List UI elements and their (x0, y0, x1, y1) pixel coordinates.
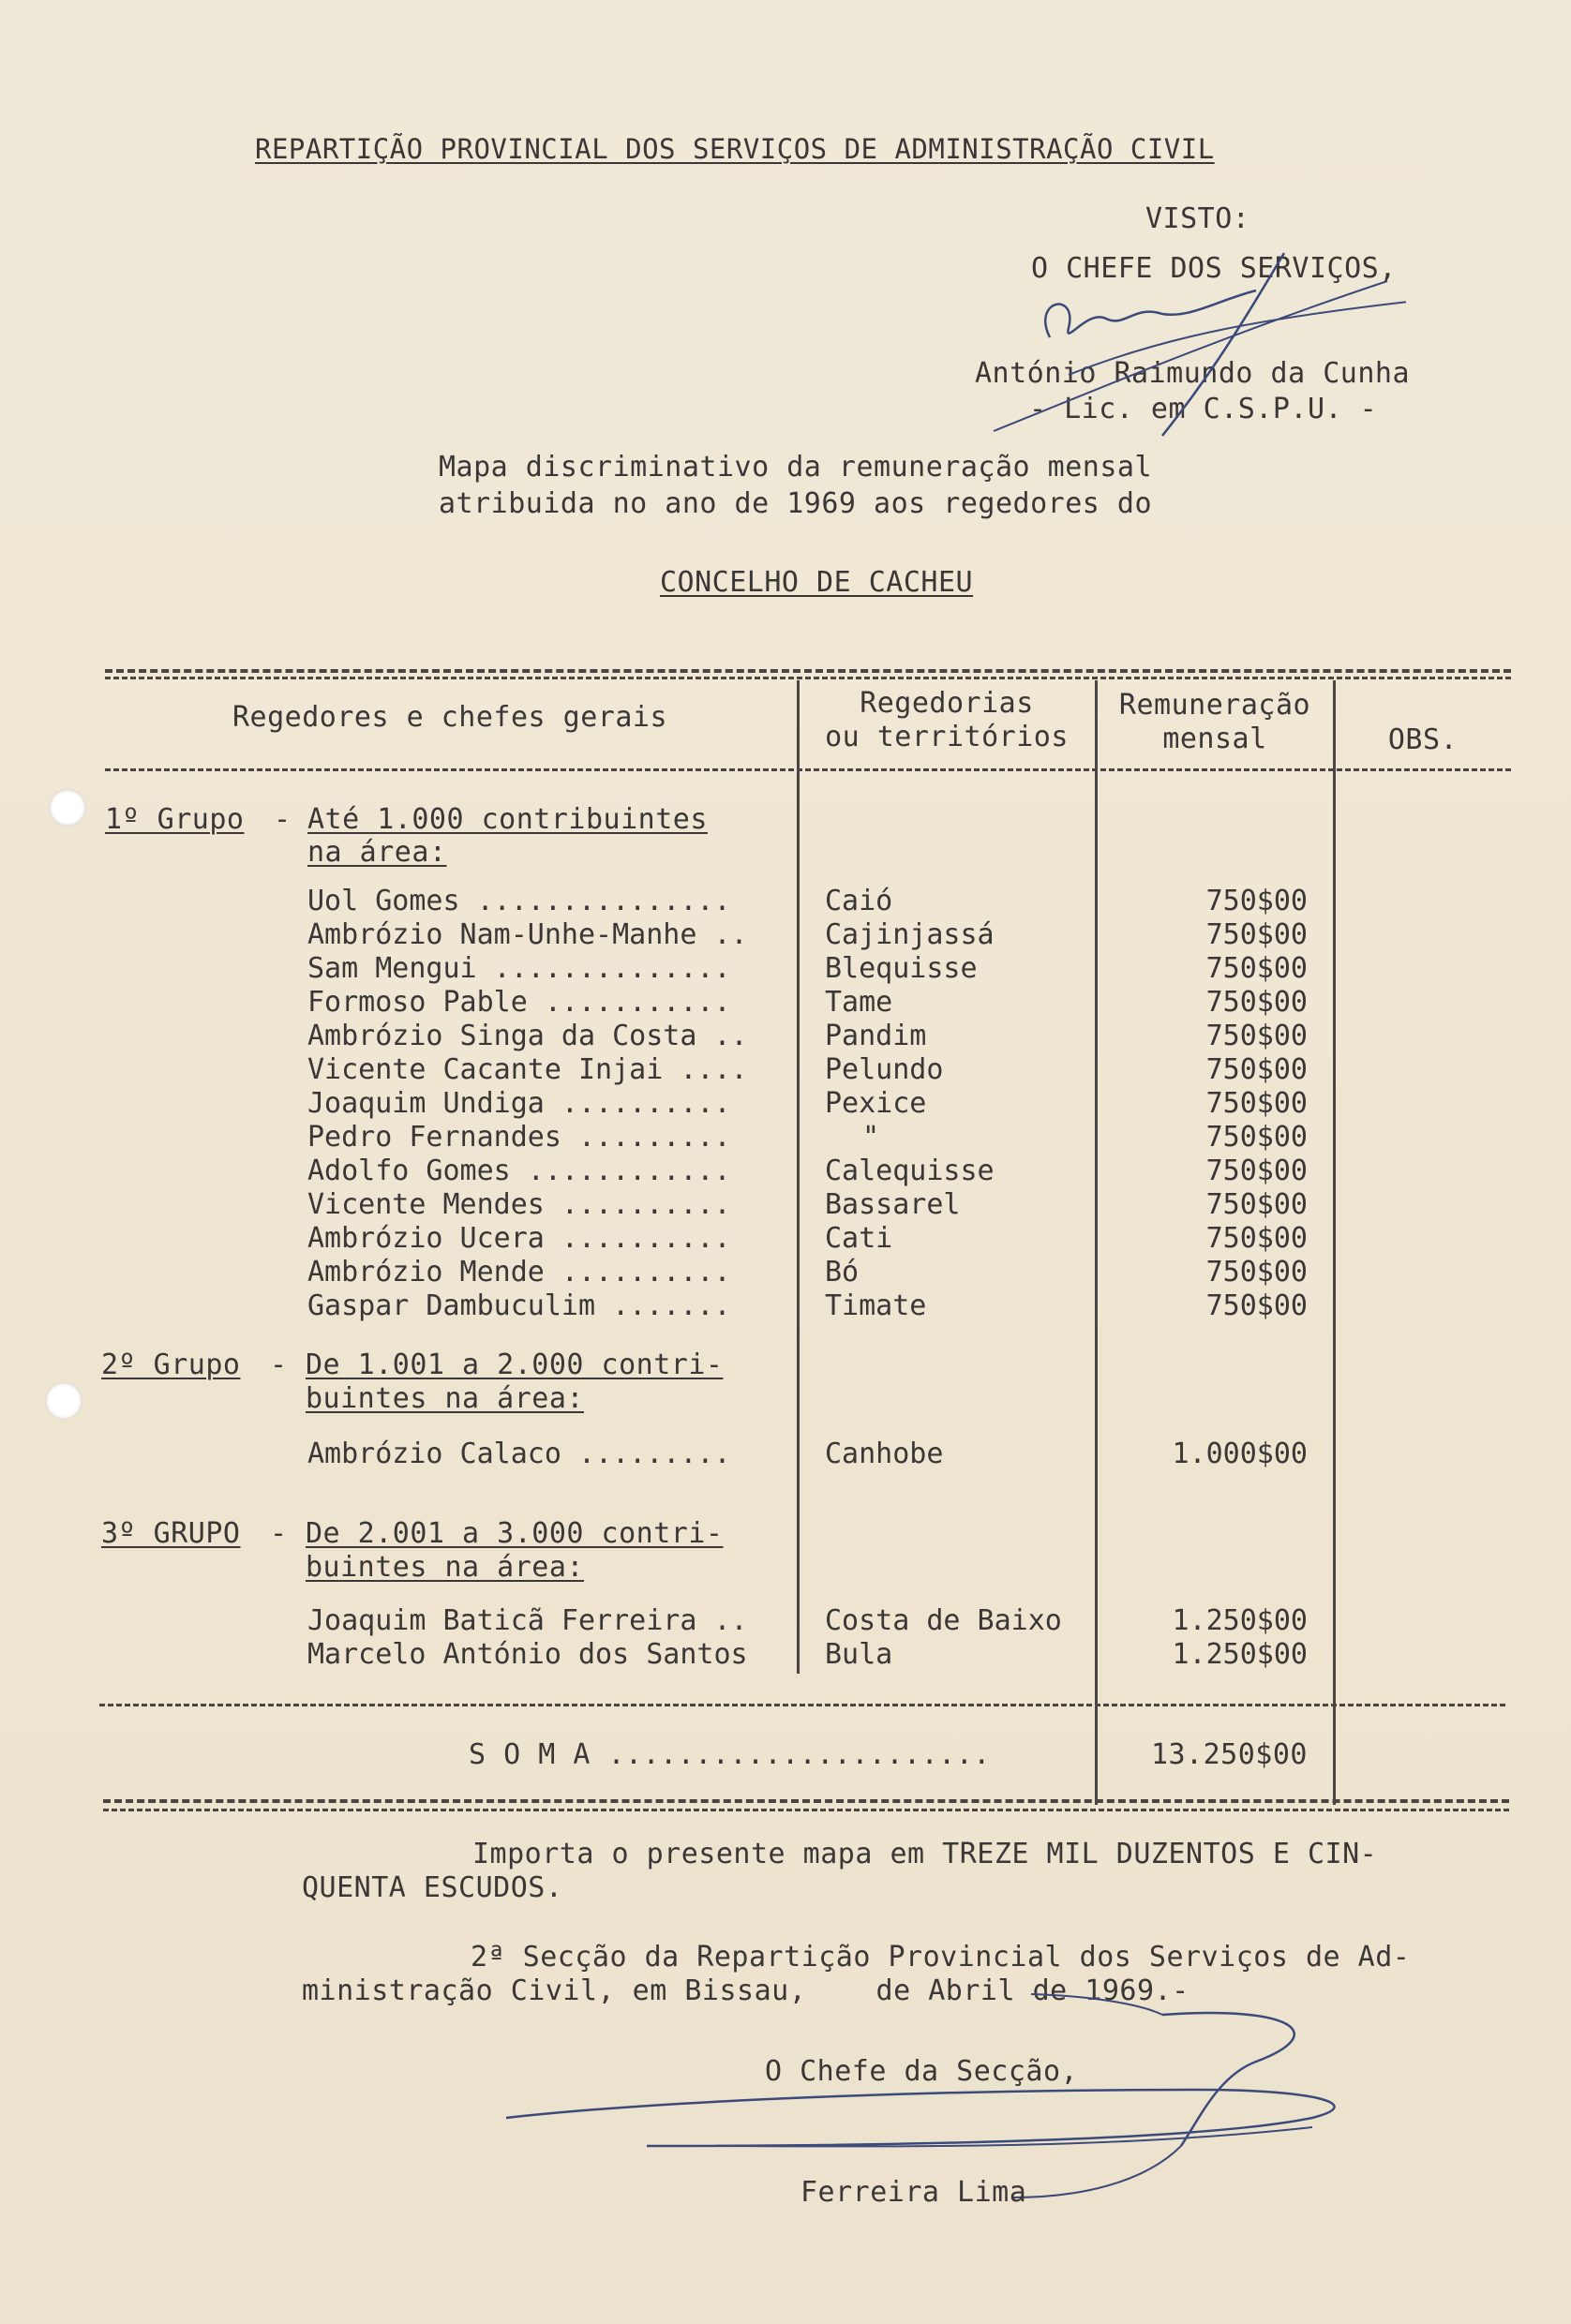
remuneracao: 750$00 (1205, 1222, 1308, 1255)
amount-in-words-line-1: Importa o presente mapa em TREZE MIL DUZENTOS E CIN- (472, 1838, 1378, 1870)
group-1-label: 1º Grupo (105, 803, 245, 836)
chief-degree: - Lic. em C.S.P.U. - (1029, 393, 1378, 425)
group-3-label: 3º GRUPO (101, 1517, 241, 1550)
table-bottom-rule (103, 1799, 1509, 1803)
remuneracao: 750$00 (1205, 1155, 1308, 1187)
remuneracao: 1.250$00 (1172, 1604, 1308, 1637)
regedoria: Bassarel (825, 1188, 961, 1221)
col-header-territorios: ou territórios (825, 721, 1069, 753)
group-3-desc-line-2: buintes na área: (306, 1551, 584, 1584)
group-1-desc-line-2: na área: (307, 836, 447, 869)
remuneracao: 750$00 (1205, 1087, 1308, 1120)
col-header-mensal: mensal (1162, 723, 1267, 755)
remuneracao: 750$00 (1205, 1289, 1308, 1322)
regedoria: Canhobe (825, 1438, 944, 1470)
table-row (0, 1438, 1571, 1470)
visto-label: VISTO: (1145, 202, 1250, 235)
col-header-remuneracao: Remuneração (1118, 689, 1311, 722)
department-title: REPARTIÇÃO PROVINCIAL DOS SERVIÇOS DE ADMINISTRAÇÃO CIVIL (255, 133, 1215, 165)
regedor-name: Ambrózio Ucera .......... (307, 1223, 731, 1255)
section-chief-name: Ferreira Lima (800, 2176, 1027, 2209)
regedor-name: Formoso Pable ........... (307, 987, 731, 1019)
table-row (0, 953, 1571, 985)
remuneracao: 1.250$00 (1172, 1638, 1308, 1671)
remuneracao: 750$00 (1205, 918, 1308, 951)
remuneracao: 750$00 (1205, 1256, 1308, 1289)
group-1-desc-line-1: Até 1.000 contribuintes (307, 803, 708, 836)
table-row (0, 886, 1571, 917)
punch-hole-bottom (45, 1382, 82, 1420)
remuneracao: 750$00 (1205, 952, 1308, 985)
regedor-name: Ambrózio Singa da Costa .. (307, 1020, 748, 1052)
regedor-name: Sam Mengui .............. (307, 953, 731, 985)
chief-signature (975, 225, 1406, 440)
regedoria: " (862, 1121, 880, 1154)
regedor-name: Joaquim Undiga .......... (307, 1088, 731, 1120)
table-top-rule-2 (105, 677, 1511, 679)
amount-in-words-line-2: QUENTA ESCUDOS. (302, 1871, 563, 1904)
place-date-line-1: 2ª Secção da Repartição Provincial dos Serviços de Ad- (471, 1941, 1411, 1974)
table-row (0, 1054, 1571, 1086)
council-title: CONCELHO DE CACHEU (660, 566, 974, 599)
table-row (0, 1257, 1571, 1289)
regedoria: Tame (825, 986, 893, 1019)
table-row (0, 1605, 1571, 1637)
regedor-name: Gaspar Dambuculim ....... (307, 1290, 731, 1322)
table-row (0, 1020, 1571, 1052)
remuneracao: 750$00 (1205, 1053, 1308, 1086)
table-row (0, 1639, 1571, 1671)
regedor-name: Joaquim Baticã Ferreira .. (307, 1605, 748, 1637)
regedoria: Pelundo (825, 1053, 944, 1086)
remuneracao: 750$00 (1205, 986, 1308, 1019)
group-2-desc-line-1: De 1.001 a 2.000 contri- (306, 1348, 724, 1381)
total-label: S O M A ...................... (469, 1738, 991, 1771)
col-header-obs: OBS. (1387, 723, 1459, 756)
remuneracao: 750$00 (1205, 1020, 1308, 1052)
total-amount: 13.250$00 (1150, 1738, 1308, 1771)
regedor-name: Marcelo António dos Santos (307, 1639, 748, 1671)
col-header-regedorias: Regedorias (860, 687, 1034, 720)
regedor-name: Uol Gomes ............... (307, 886, 731, 917)
remuneracao: 1.000$00 (1172, 1438, 1308, 1470)
place-date-line-2: ministração Civil, em Bissau, de Abril de 1969.- (302, 1974, 1189, 2007)
regedor-name: Ambrózio Nam-Unhe-Manhe .. (307, 919, 748, 951)
regedoria: Calequisse (825, 1155, 995, 1187)
remuneracao: 750$00 (1205, 1188, 1308, 1221)
table-top-rule (105, 669, 1511, 673)
regedoria: Timate (825, 1289, 927, 1322)
table-header-rule (105, 768, 1511, 771)
table-row (0, 1223, 1571, 1255)
table-row (0, 1122, 1571, 1154)
regedoria: Bó (825, 1256, 860, 1289)
regedor-name: Ambrózio Mende .......... (307, 1257, 731, 1289)
table-row (0, 1189, 1571, 1221)
regedor-name: Vicente Cacante Injai .... (307, 1054, 748, 1086)
section-chief-signature (487, 1987, 1387, 2202)
punch-hole-top (49, 789, 86, 827)
remuneracao: 750$00 (1205, 1121, 1308, 1154)
regedoria: Blequisse (825, 952, 978, 985)
regedor-name: Pedro Fernandes ......... (307, 1122, 731, 1154)
intro-line-1: Mapa discriminativo da remuneração mensal (439, 451, 1153, 484)
table-subtotal-rule (99, 1704, 1505, 1706)
regedoria: Caió (825, 885, 893, 917)
table-row (0, 987, 1571, 1019)
group-3-desc-line-1: De 2.001 a 3.000 contri- (306, 1517, 724, 1550)
regedoria: Cati (825, 1222, 893, 1255)
regedoria: Bula (825, 1638, 893, 1671)
regedor-name: Adolfo Gomes ............ (307, 1155, 731, 1187)
table-row (0, 1290, 1571, 1322)
regedoria: Pandim (825, 1020, 927, 1052)
group-3-dash: - (270, 1517, 288, 1550)
regedoria: Cajinjassá (825, 918, 995, 951)
col-header-regedores: Regedores e chefes gerais (232, 701, 668, 734)
group-2-label: 2º Grupo (101, 1348, 241, 1381)
group-2-dash: - (270, 1348, 288, 1381)
table-row (0, 919, 1571, 951)
group-2-desc-line-2: buintes na área: (306, 1382, 584, 1415)
chief-name: António Raimundo da Cunha (975, 357, 1411, 390)
remuneracao: 750$00 (1205, 885, 1308, 917)
section-chief-title: O Chefe da Secção, (765, 2055, 1079, 2088)
chief-title: O CHEFE DOS SERVIÇOS, (1031, 252, 1397, 285)
table-bottom-rule-2 (103, 1809, 1509, 1811)
regedoria: Pexice (825, 1087, 927, 1120)
intro-line-2: atribuida no ano de 1969 aos regedores do (439, 487, 1153, 520)
regedor-name: Ambrózio Calaco ......... (307, 1438, 731, 1470)
regedor-name: Vicente Mendes .......... (307, 1189, 731, 1221)
table-row (0, 1155, 1571, 1187)
regedoria: Costa de Baixo (825, 1604, 1062, 1637)
group-1-dash: - (274, 803, 292, 836)
table-row (0, 1088, 1571, 1120)
